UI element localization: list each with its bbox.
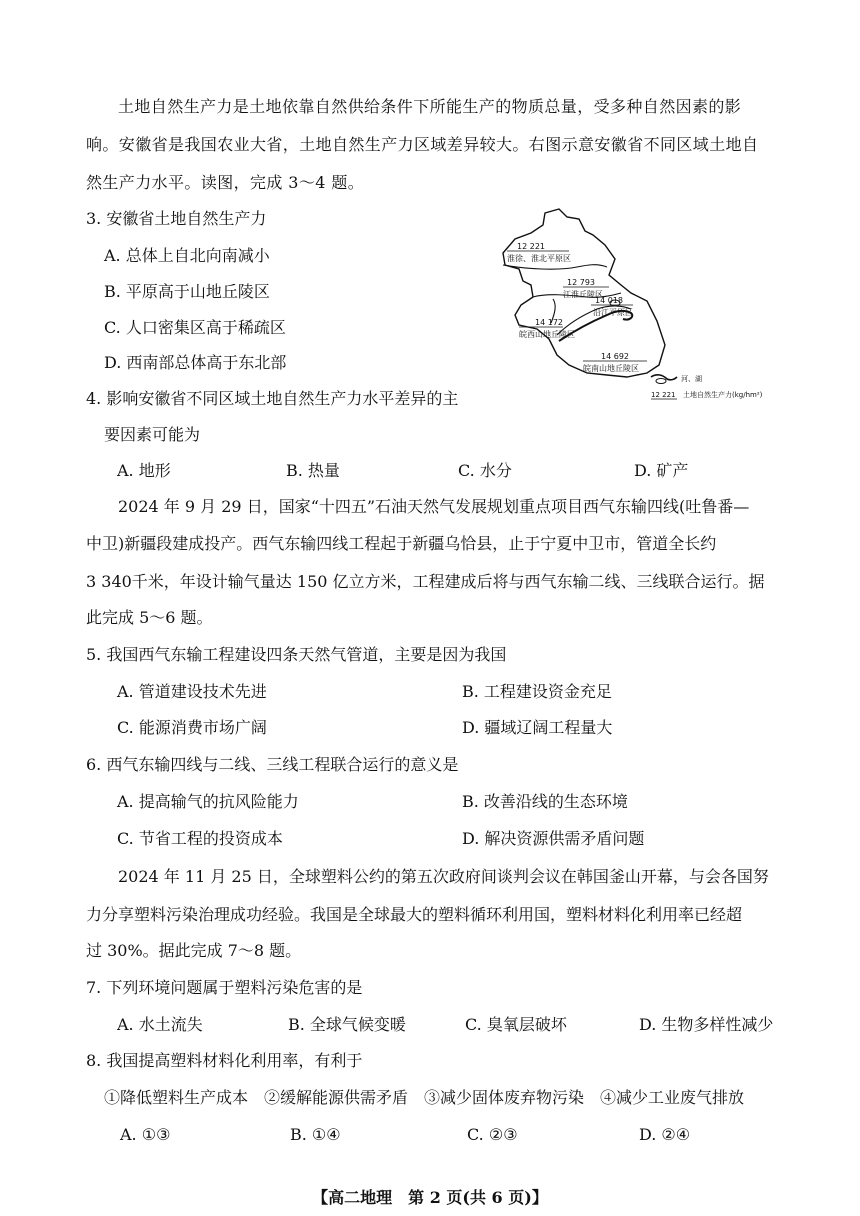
legend-value-sample: 12 221: [651, 391, 676, 399]
q3-option-b: B. 平原高于山地丘陵区: [104, 282, 270, 301]
region5-value: 14 692: [601, 352, 629, 361]
q4-option-c: C. 水分: [458, 461, 512, 480]
q3-option-d: D. 西南部总体高于东北部: [104, 353, 287, 372]
intro1-line2: 响。安徽省是我国农业大省，土地自然生产力区域差异较大。右图示意安徽省不同区域土地自: [86, 135, 759, 154]
q5-option-a: A. 管道建设技术先进: [117, 682, 267, 701]
region4-value: 14 172: [535, 318, 563, 327]
q7-option-b: B. 全球气候变暖: [288, 1015, 406, 1034]
region1-name: 淮徐、淮北平原区: [507, 254, 571, 263]
q5-stem: 5. 我国西气东输工程建设四条天然气管道，主要是因为我国: [86, 645, 507, 664]
q6-option-d: D. 解决资源供需矛盾问题: [462, 829, 645, 848]
q8-statements: ①降低塑料生产成本 ②缓解能源供需矛盾 ③减少固体废弃物污染 ④减少工业废气排放: [104, 1088, 745, 1107]
q8-option-c: C. ②③: [467, 1125, 518, 1144]
q6-option-b: B. 改善沿线的生态环境: [462, 792, 628, 811]
q3-option-a: A. 总体上自北向南减小: [104, 246, 270, 265]
intro2-line4: 此完成 5～6 题。: [86, 608, 213, 627]
q7-option-c: C. 臭氧层破坏: [465, 1015, 567, 1034]
region3-name: 沿江平原区: [593, 308, 633, 317]
legend-river-label: 河、湖: [681, 375, 702, 383]
region4-name: 皖西山地丘陵区: [519, 330, 575, 339]
intro1-line3: 然生产力水平。读图，完成 3～4 题。: [86, 173, 365, 192]
q5-option-d: D. 疆域辽阔工程量大: [462, 718, 613, 737]
region2-name: 江淮丘陵区: [563, 290, 603, 299]
region3-value: 14 018: [595, 296, 623, 305]
intro1-line1: 土地自然生产力是土地依靠自然供给条件下所能生产的物质总量，受多种自然因素的影: [118, 97, 742, 116]
q7-stem: 7. 下列环境问题属于塑料污染危害的是: [86, 978, 363, 997]
page-footer: 【高二地理 第 2 页(共 6 页)】: [312, 1188, 548, 1207]
intro2-line1: 2024 年 9 月 29 日，国家“十四五”石油天然气发展规划重点项目西气东输四线(吐鲁番—: [118, 497, 750, 516]
q8-option-b: B. ①④: [290, 1125, 341, 1144]
region2-value: 12 793: [567, 278, 595, 287]
q5-option-b: B. 工程建设资金充足: [462, 682, 612, 701]
q6-stem: 6. 西气东输四线与二线、三线工程联合运行的意义是: [86, 755, 459, 774]
region1-value: 12 221: [517, 242, 545, 251]
q8-option-d: D. ②④: [639, 1125, 691, 1144]
q4-stem-line2: 要因素可能为: [104, 425, 201, 444]
intro2-line2: 中卫)新疆段建成投产。西气东输四线工程起于新疆乌恰县，止于宁夏中卫市，管道全长约: [86, 534, 717, 553]
q6-option-a: A. 提高输气的抗风险能力: [117, 792, 299, 811]
region5-name: 皖南山地丘陵区: [583, 364, 639, 373]
q8-option-a: A. ①③: [120, 1125, 171, 1144]
q4-option-d: D. 矿产: [634, 461, 689, 480]
q3-option-c: C. 人口密集区高于稀疏区: [104, 318, 286, 337]
intro3-line2: 力分享塑料污染治理成功经验。我国是全球最大的塑料循环利用国，塑料材料化利用率已经超: [86, 905, 743, 924]
q8-stem: 8. 我国提高塑料材料化利用率，有利于: [86, 1051, 363, 1070]
q5-option-c: C. 能源消费市场广阔: [117, 718, 267, 737]
q4-stem-line1: 4. 影响安徽省不同区域土地自然生产力水平差异的主: [86, 389, 459, 408]
intro3-line3: 过 30%。据此完成 7～8 题。: [86, 941, 302, 960]
q7-option-a: A. 水土流失: [117, 1015, 203, 1034]
q4-option-b: B. 热量: [286, 461, 340, 480]
intro2-line3: 3 340千米，年设计输气量达 150 亿立方米，工程建成后将与西气东输二线、三线联合运行。据: [86, 572, 765, 591]
q3-stem: 3. 安徽省土地自然生产力: [86, 209, 267, 228]
anhui-productivity-map: [497, 205, 797, 405]
q4-option-a: A. 地形: [117, 461, 171, 480]
q6-option-c: C. 节省工程的投资成本: [117, 829, 283, 848]
legend-unit-label: 土地自然生产力(kg/hm²): [683, 391, 763, 399]
intro3-line1: 2024 年 11 月 25 日，全球塑料公约的第五次政府间谈判会议在韩国釜山开幕，与会各国努: [118, 867, 769, 886]
q7-option-d: D. 生物多样性减少: [639, 1015, 774, 1034]
